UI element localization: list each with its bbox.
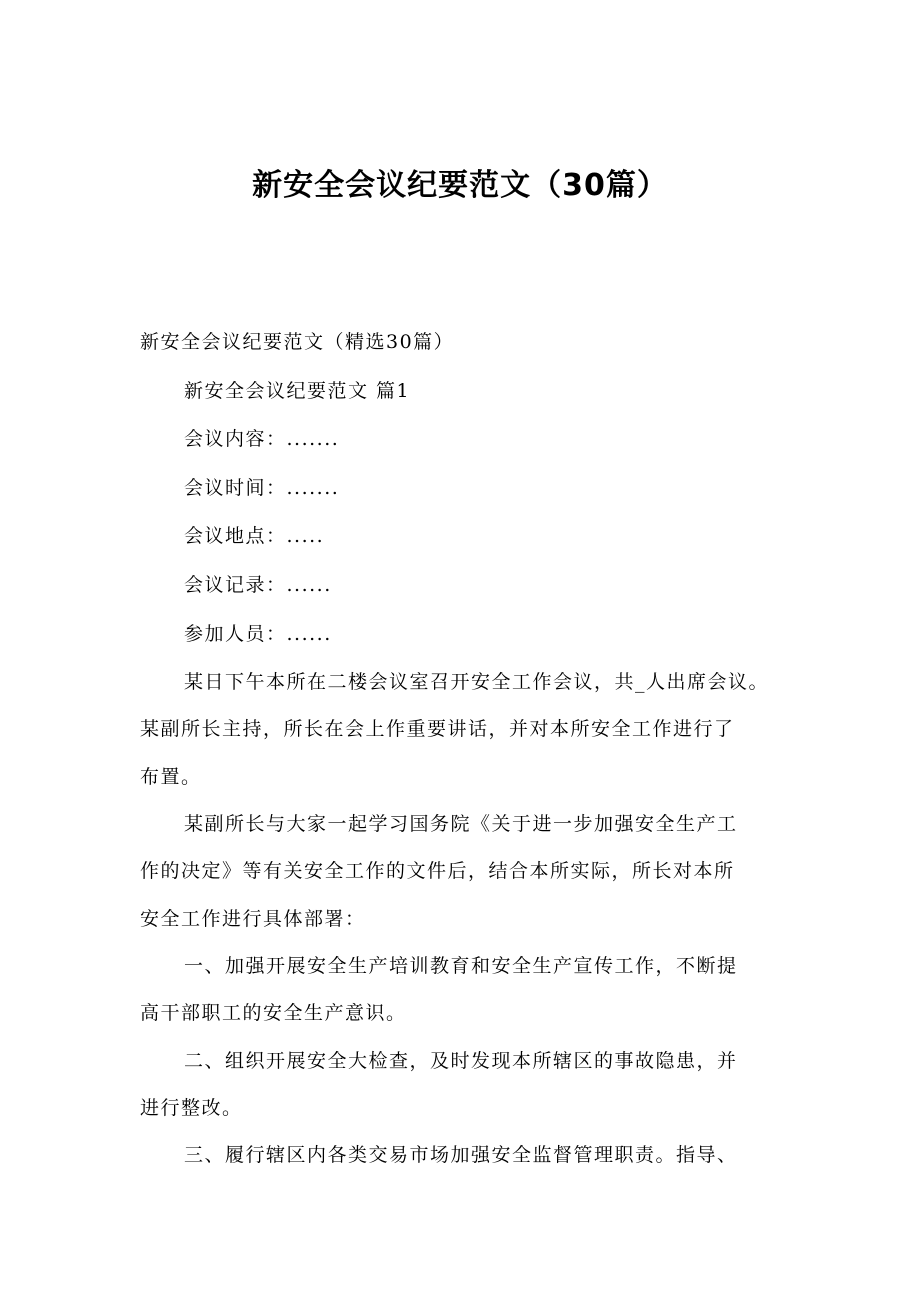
paragraph-line: 高干部职工的安全生产意识。 [140, 1002, 407, 1025]
field-meeting-content: 会议内容：....... [184, 428, 340, 451]
paragraph-line: 三、履行辖区内各类交易市场加强安全监督管理职责。指导、 [184, 1144, 738, 1167]
field-meeting-location: 会议地点：..... [184, 525, 325, 548]
document-body [140, 324, 800, 1184]
paragraph-line: 某日下午本所在二楼会议室召开安全工作会议，共_人出席会议。 [184, 671, 770, 694]
paragraph-line: 某副所长与大家一起学习国务院《关于进一步加强安全生产工 [184, 813, 738, 836]
paragraph-line: 布置。 [140, 765, 202, 788]
document-subtitle: 新安全会议纪要范文（精选30篇） [140, 331, 455, 353]
paragraph-line: 进行整改。 [140, 1096, 243, 1119]
paragraph-line: 某副所长主持，所长在会上作重要讲话，并对本所安全工作进行了 [140, 718, 735, 741]
paragraph-meeting-summary [140, 664, 800, 806]
paragraph-item-three [140, 1137, 800, 1184]
paragraph-line: 作的决定》等有关安全工作的文件后，结合本所实际，所长对本所 [140, 860, 735, 883]
field-meeting-record: 会议记录：...... [184, 573, 332, 596]
paragraph-line: 二、组织开展安全大检查，及时发现本所辖区的事故隐患，并 [184, 1049, 738, 1072]
document-title: 新安全会议纪要范文（30篇） [252, 168, 668, 203]
section-heading: 新安全会议纪要范文 篇1 [184, 379, 411, 402]
field-attendees: 参加人员：...... [184, 622, 332, 645]
paragraph-study-deployment [140, 806, 800, 948]
paragraph-item-two [140, 1043, 800, 1138]
paragraph-line: 一、加强开展安全生产培训教育和安全生产宣传工作，不断提 [184, 954, 738, 977]
paragraph-line: 安全工作进行具体部署： [140, 907, 366, 930]
paragraph-item-one [140, 948, 800, 1043]
field-meeting-time: 会议时间：....... [184, 476, 340, 499]
